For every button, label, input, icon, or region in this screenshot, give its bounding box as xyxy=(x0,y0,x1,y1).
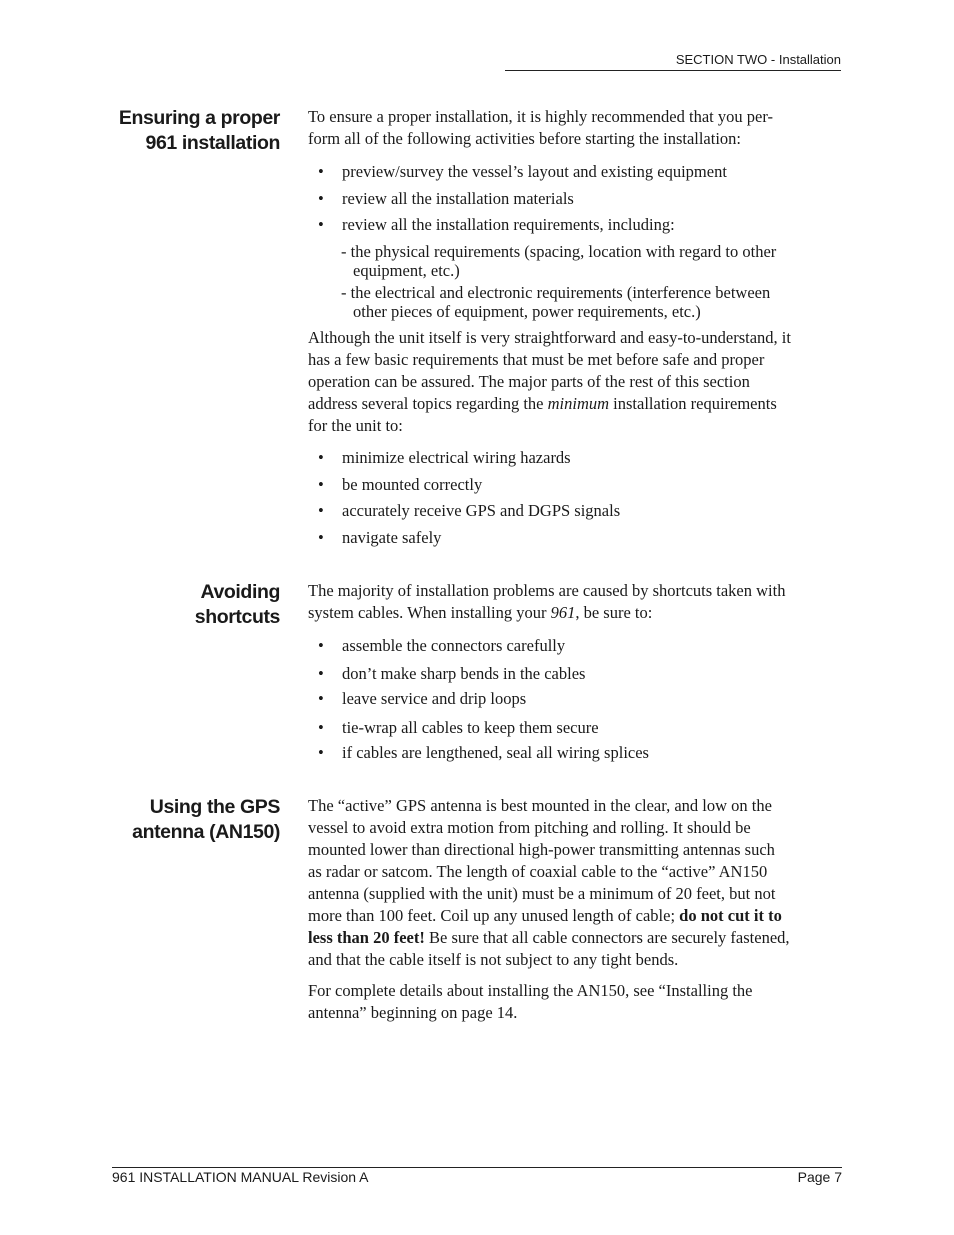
text-line: Although the unit itself is very straightforward and easy-to-understand, it xyxy=(308,328,791,347)
text-span: more than 100 feet. Coil up any unused length of cable; xyxy=(308,906,680,925)
text-line: and that the cable itself is not subject to any tight bends. xyxy=(308,950,679,969)
text-line: mounted lower than directional high-power transmitting antennas such xyxy=(308,840,775,859)
list-item-text: accurately receive GPS and DGPS signals xyxy=(342,501,621,520)
text-line: - the physical requirements (spacing, location with regard to other xyxy=(341,242,777,261)
text-line xyxy=(308,393,843,415)
text-line: as radar or satcom. The length of coaxial cable to the “active” AN150 xyxy=(308,862,768,881)
text-span: Be sure that all cable connectors are securely fastened, xyxy=(424,928,790,947)
antenna-reference-paragraph xyxy=(308,980,843,1024)
text-line xyxy=(308,602,843,624)
list-item-text: minimize electrical wiring hazards xyxy=(342,448,571,467)
text-line: equipment, etc.) xyxy=(353,261,460,280)
text-span: system cables. When installing your xyxy=(308,603,551,622)
text-span: address several topics regarding the xyxy=(308,394,548,413)
text-span: , be sure to: xyxy=(575,603,653,622)
heading-line: antenna (AN150) xyxy=(132,821,280,843)
text-line: form all of the following activities before starting the installation: xyxy=(308,129,742,148)
intro-paragraph xyxy=(308,106,843,150)
emphasis-text: minimum xyxy=(547,394,610,413)
footer-manual-title: 961 INSTALLATION MANUAL Revision A xyxy=(112,1169,369,1185)
heading-line: shortcuts xyxy=(194,606,280,628)
list-item-text: be mounted correctly xyxy=(342,475,483,494)
requirements-paragraph xyxy=(308,327,843,437)
sub-list-item xyxy=(341,283,770,321)
bullet-icon: • xyxy=(318,528,324,547)
list-item-text: navigate safely xyxy=(342,528,442,547)
shortcuts-paragraph xyxy=(308,580,843,624)
bullet-icon: • xyxy=(318,743,324,762)
section-heading-shortcuts xyxy=(60,580,280,630)
text-line: To ensure a proper installation, it is highly recommended that you per- xyxy=(308,107,773,126)
list-item-text: don’t make sharp bends in the cables xyxy=(342,664,586,683)
bullet-icon: • xyxy=(318,718,324,737)
text-line: for the unit to: xyxy=(308,416,403,435)
running-header xyxy=(505,50,841,71)
bullet-icon: • xyxy=(318,475,324,494)
text-line: antenna” beginning on page 14. xyxy=(308,1003,518,1022)
bullet-icon: • xyxy=(318,162,324,181)
section-heading-ensuring xyxy=(60,106,280,156)
heading-line: Avoiding xyxy=(200,581,280,603)
text-line xyxy=(308,927,843,949)
list-item-text: preview/survey the vessel’s layout and existing equipment xyxy=(342,162,727,181)
bullet-icon: • xyxy=(318,215,324,234)
text-line: The “active” GPS antenna is best mounted in the clear, and low on the xyxy=(308,796,772,815)
text-line: vessel to avoid extra motion from pitching and rolling. It should be xyxy=(308,818,751,837)
text-line: operation can be assured. The major parts of the rest of this section xyxy=(308,372,750,391)
bullet-icon: • xyxy=(318,636,324,655)
text-line: - the electrical and electronic requirements (interference between xyxy=(341,283,771,302)
text-line: The majority of installation problems are caused by shortcuts taken with xyxy=(308,581,786,600)
list-item-text: review all the installation materials xyxy=(342,189,574,208)
bullet-icon: • xyxy=(318,448,324,467)
list-item-text: if cables are lengthened, seal all wiring splices xyxy=(342,743,649,762)
text-line: other pieces of equipment, power requirements, etc.) xyxy=(353,302,701,321)
heading-line: Using the GPS xyxy=(149,796,280,818)
section-title: SECTION TWO - Installation xyxy=(675,52,841,67)
sub-list-item xyxy=(341,242,776,280)
footer-rule xyxy=(112,1167,842,1168)
text-line xyxy=(308,905,843,927)
list-item-text: tie-wrap all cables to keep them secure xyxy=(342,718,599,737)
heading-line: Ensuring a proper xyxy=(118,107,280,129)
bold-warning-text: do not cut it to xyxy=(679,906,782,925)
text-line: For complete details about installing the AN150, see “Installing the xyxy=(308,981,753,1000)
bullet-icon: • xyxy=(318,189,324,208)
section-heading-gps-antenna xyxy=(60,795,280,845)
text-span: installation requirements xyxy=(609,394,777,413)
antenna-paragraph xyxy=(308,795,843,971)
bullet-icon: • xyxy=(318,501,324,520)
bold-warning-text: less than 20 feet! xyxy=(308,928,425,947)
heading-line: 961 installation xyxy=(145,132,280,154)
emphasis-text: 961 xyxy=(550,603,576,622)
bullet-icon: • xyxy=(318,689,324,708)
list-item-text: review all the installation requirements, including: xyxy=(342,215,675,234)
page-number: Page 7 xyxy=(797,1169,842,1185)
list-item-text: assemble the connectors carefully xyxy=(342,636,566,655)
list-item-text: leave service and drip loops xyxy=(342,689,527,708)
text-line: antenna (supplied with the unit) must be a minimum of 20 feet, but not xyxy=(308,884,776,903)
bullet-icon: • xyxy=(318,664,324,683)
text-line: has a few basic requirements that must be met before safe and proper xyxy=(308,350,765,369)
